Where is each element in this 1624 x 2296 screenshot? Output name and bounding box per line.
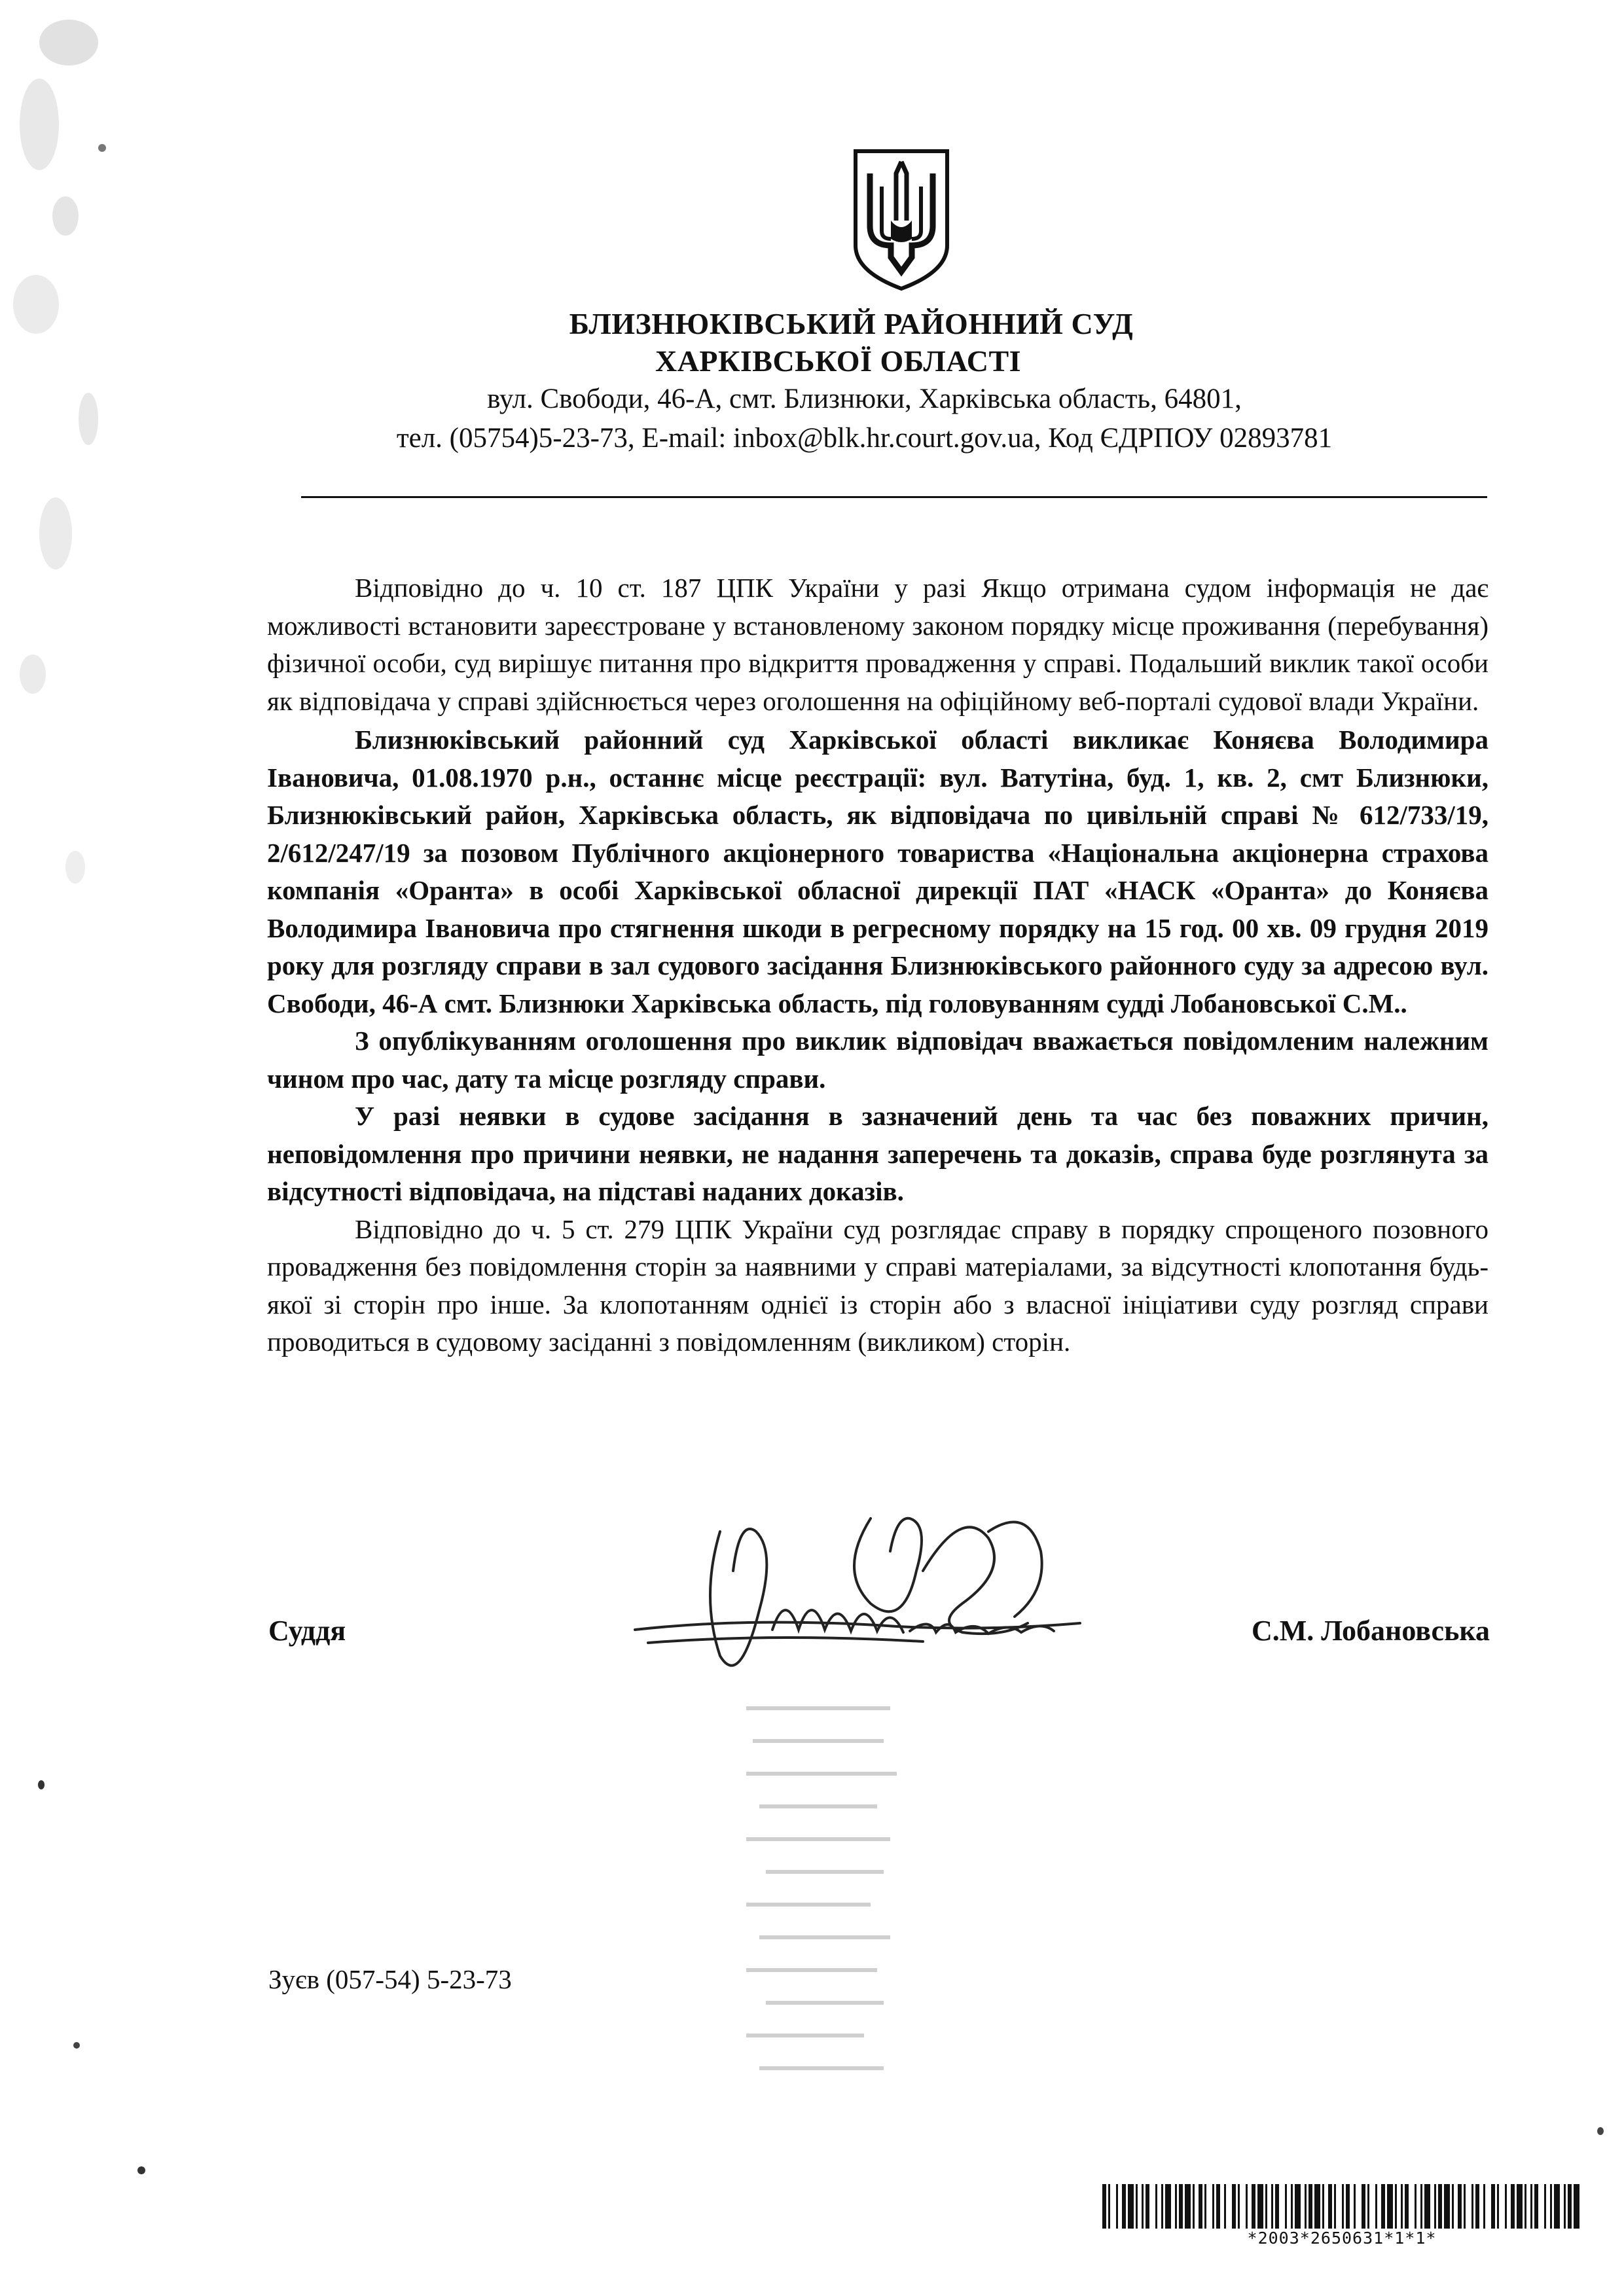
paragraph-absence-consequence: У разі неявки в судове засідання в зазначений день та час без поважних причин, неповідомлення про причини неявки, не надання заперечень та доказів, справа буде розглянута за відсутності відповідача, на підставі наданих доказів. xyxy=(267,1101,1489,1206)
header-divider xyxy=(301,496,1487,498)
document-body xyxy=(267,569,1489,1361)
judge-label: Суддя xyxy=(268,1615,346,1647)
court-name-line1: БЛИЗНЮКІВСЬКИЙ РАЙОННИЙ СУД xyxy=(569,307,1134,340)
handwritten-signature-icon xyxy=(622,1492,1093,1702)
court-contacts: тел. (05754)5-23-73, E-mail: inbox@blk.hr.court.gov.ua, Код ЄДРПОУ 02893781 xyxy=(396,423,1333,454)
paragraph-simplified-procedure: Відповідно до ч. 5 ст. 279 ЦПК України суд розглядає справу в порядку спрощеного позовного провадження без повідомлення сторін за наявними у справі матеріалами, за відсутності клопотання будь-якої зі сторін про інше. За клопотанням однієї із сторін або з власної ініціативи суду розгляд справи проводиться в судовому засіданні з повідомленням (викликом) сторін. xyxy=(267,1213,1489,1357)
paragraph-summons: Близнюківський районний суд Харківської області викликає Коняєва Володимира Івановича, 01.08.1970 р.н., останнє місце реєстрації: вул. Ватутіна, буд. 1, кв. 2, смт Близнюки, Близнюківський район, Харківська область, як відповідача по цивільній справі № 612/733/19, 2/612/247/19 за позовом Публічного акціонерного товариства «Національна акціонерна страхова компанія «Оранта» в особі Харківської обласної дирекції ПАТ «НАСК «Оранта» до Коняєва Володимира Івановича про стягнення шкоди в регресному порядку на 15 год. 00 хв. 09 грудня 2019 року для розгляду справи в зал судового засідання Близнюківського районного суду за адресою вул. Свободи, 46-А смт. Близнюки Харківська область, під головуванням судді Лобановської С.М.. xyxy=(267,725,1489,1018)
court-name-line2: ХАРКІВСЬКОЇ ОБЛАСТІ xyxy=(655,344,1022,378)
barcode-icon xyxy=(1100,2184,1583,2229)
trident-coat-of-arms-icon xyxy=(850,147,952,293)
judge-name: С.М. Лобановська xyxy=(1252,1615,1490,1647)
court-address: вул. Свободи, 46-А, смт. Близнюки, Харківська область, 64801, xyxy=(487,384,1242,414)
barcode-text: *2003*2650631*1*1* xyxy=(1247,2229,1437,2248)
paragraph-notice: З опублікуванням оголошення про виклик відповідач вважається повідомленим належним чином про час, дату та місце розгляду справи. xyxy=(267,1026,1489,1094)
paragraph-legal-basis: Відповідно до ч. 10 ст. 187 ЦПК України у разі Якщо отримана судом інформація не дає можливості встановити зареєстроване у встановленому законом порядку місце проживання (перебування) фізичної особи, суд вирішує питання про відкриття провадження у справі. Подальший виклик такої особи як відповідача у справі здійснюється через оголошення на офіційному веб-порталі судової влади України. xyxy=(267,573,1489,716)
stamp-ghost-icon xyxy=(720,1689,929,2108)
executor-contact: Зуєв (057-54) 5-23-73 xyxy=(268,1964,512,1994)
